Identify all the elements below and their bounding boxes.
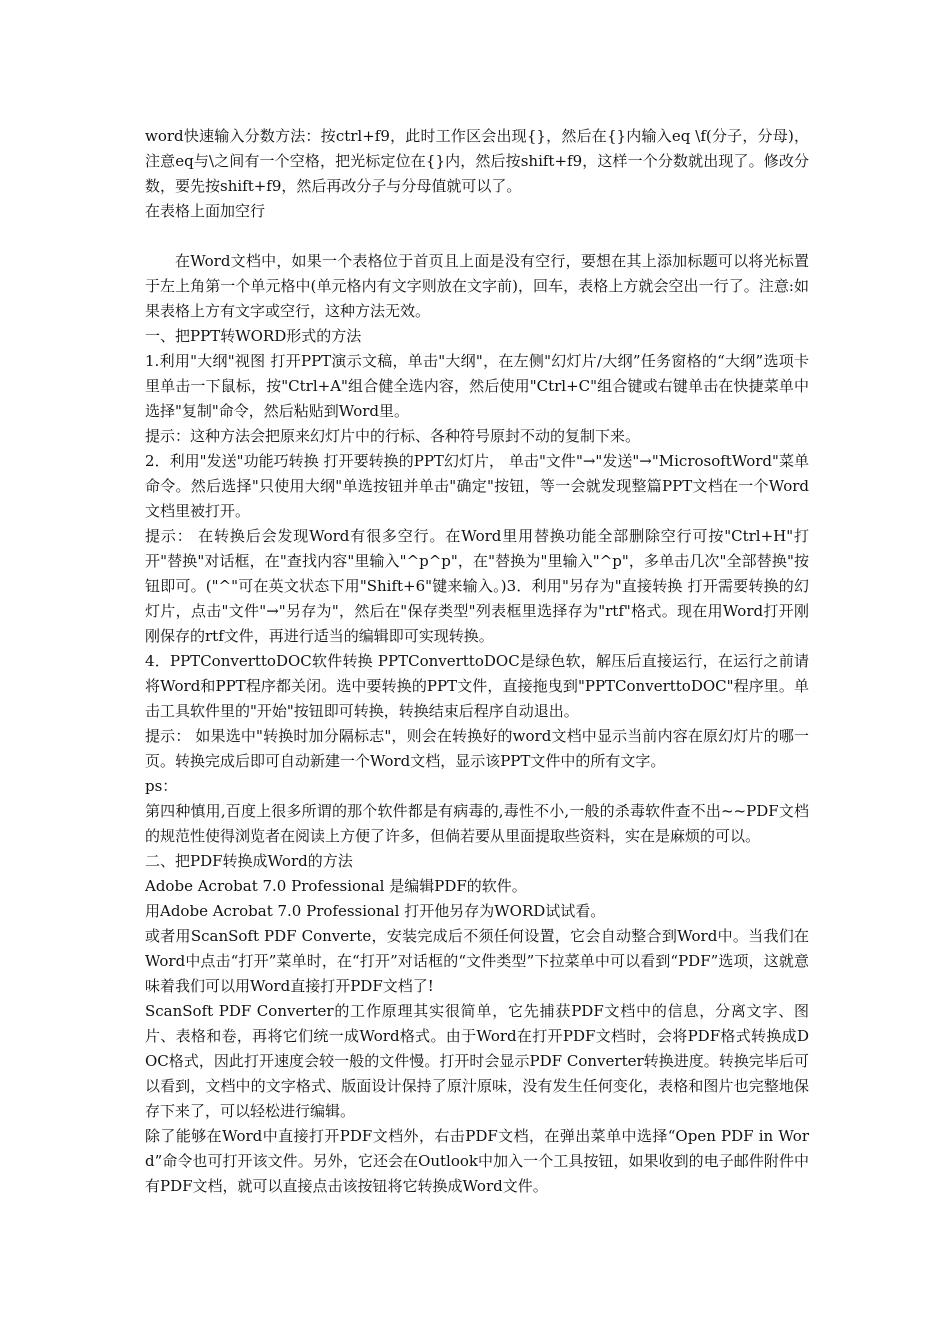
heading-pdf-to-word: 二、把PDF转换成Word的方法: [145, 852, 353, 870]
document-page: [145, 124, 809, 1199]
paragraph-scansoft-principle: ScanSoft PDF Converter的工作原理其实很简单，它先捕获PDF文档中的信息，分离文字、图片、表格和卷，再将它们统一成Word格式。由于Word在打开PDF文档时，会将PDF格式转换成DOC格式，因此打开速度会较一般的文件慢。打开时会显示PDF Converter转换进度。转换完毕后可以看到，文档中的文字格式、版面设计保持了原汁原味，没有发生任何变化，表格和图片也完整地保存下来了，可以轻松进行编辑。: [145, 1002, 809, 1120]
paragraph-open-pdf-in-word: 除了能够在Word中直接打开PDF文档外，右击PDF文档，在弹出菜单中选择“Open PDF in Word”命令也可打开该文件。另外，它还会在Outlook中加入一个工具按钮，如果收到的电子邮件附件中有PDF文档，就可以直接点击该按钮将它转换成Word文件。: [145, 1127, 809, 1195]
paragraph-ps-label: ps：: [145, 777, 178, 795]
paragraph-scansoft-intro: 或者用ScanSoft PDF Converte，安装完成后不须任何设置，它会自动整合到Word中。当我们在Word中点击“打开”菜单时，在“打开”对话框的“文件类型”下拉菜单中可以看到“PDF”选项，这就意味着我们可以用Word直接打开PDF文档了!: [145, 927, 809, 995]
paragraph-tip-outline: 提示：这种方法会把原来幻灯片中的行标、各种符号原封不动的复制下来。: [145, 427, 641, 445]
paragraph-tip-blank-lines: 提示： 在转换后会发现Word有很多空行。在Word里用替换功能全部删除空行可按"Ctrl+H"打开"替换"对话框，在"查找内容"里输入"^p^p"，在"替换为"里输入"^p"，多单击几次"全部替换"按钮即可。("^"可在英文状态下用"Shift+6"键来输入。)3．利用"另存为"直接转换 打开需要转换的幻灯片，点击"文件"→"另存为"，然后在"保存类型"列表框里选择存为"rtf"格式。现在用Word打开刚刚保存的rtf文件，再进行适当的编辑即可实现转换。: [145, 527, 809, 645]
paragraph-tip-separator: 提示： 如果选中"转换时加分隔标志"，则会在转换好的word文档中显示当前内容在原幻灯片的哪一页。转换完成后即可自动新建一个Word文档，显示该PPT文件中的所有文字。: [145, 727, 809, 770]
heading-ppt-to-word: 一、把PPT转WORD形式的方法: [145, 327, 362, 345]
paragraph-method-send: 2．利用"发送"功能巧转换 打开要转换的PPT幻灯片， 单击"文件"→"发送"→"MicrosoftWord"菜单命令。然后选择"只使用大纲"单选按钮并单击"确定"按钮，等一会就发现整篇PPT文档在一个Word文档里被打开。: [145, 452, 809, 520]
paragraph-table-title-tip: 在Word文档中，如果一个表格位于首页且上面是没有空行，要想在其上添加标题可以将光标置于左上角第一个单元格中(单元格内有文字则放在文字前)，回车，表格上方就会空出一行了。注意:如果表格上方有文字或空行，这种方法无效。: [145, 252, 809, 320]
paragraph-method-converter-software: 4．PPTConverttoDOC软件转换 PPTConverttoDOC是绿色软，解压后直接运行，在运行之前请将Word和PPT程序都关闭。选中要转换的PPT文件，直接拖曳到"PPTConverttoDOC"程序里。单击工具软件里的"开始"按钮即可转换，转换结束后程序自动退出。: [145, 652, 809, 720]
paragraph-method-outline-view: 1.利用"大纲"视图 打开PPT演示文稿，单击"大纲"，在左侧"幻灯片/大纲”任务窗格的“大纲”选项卡里单击一下鼠标，按"Ctrl+A"组合健全选内容，然后使用"Ctrl+C"组合键或右键单击在快捷菜单中选择"复制"命令，然后粘贴到Word里。: [145, 352, 809, 420]
paragraph-word-fraction-tip: word快速输入分数方法：按ctrl+f9，此时工作区会出现{}，然后在{}内输入eq \f(分子，分母)，注意eq与\之间有一个空格，把光标定位在{}内，然后按shift+f9，这样一个分数就出现了。修改分数，要先按shift+f9，然后再改分子与分母值就可以了。: [145, 127, 809, 195]
heading-add-blank-line-above-table: 在表格上面加空行: [145, 202, 266, 220]
blank-line: [145, 224, 809, 249]
paragraph-acrobat-intro: Adobe Acrobat 7.0 Professional 是编辑PDF的软件。: [145, 877, 527, 895]
paragraph-ps-warning: 第四种慎用,百度上很多所谓的那个软件都是有病毒的,毒性不小,一般的杀毒软件查不出~~PDF文档的规范性使得浏览者在阅读上方便了许多，但倘若要从里面提取些资料，实在是麻烦的可以。: [145, 802, 809, 845]
paragraph-acrobat-save-as: 用Adobe Acrobat 7.0 Professional 打开他另存为WORD试试看。: [145, 902, 606, 920]
